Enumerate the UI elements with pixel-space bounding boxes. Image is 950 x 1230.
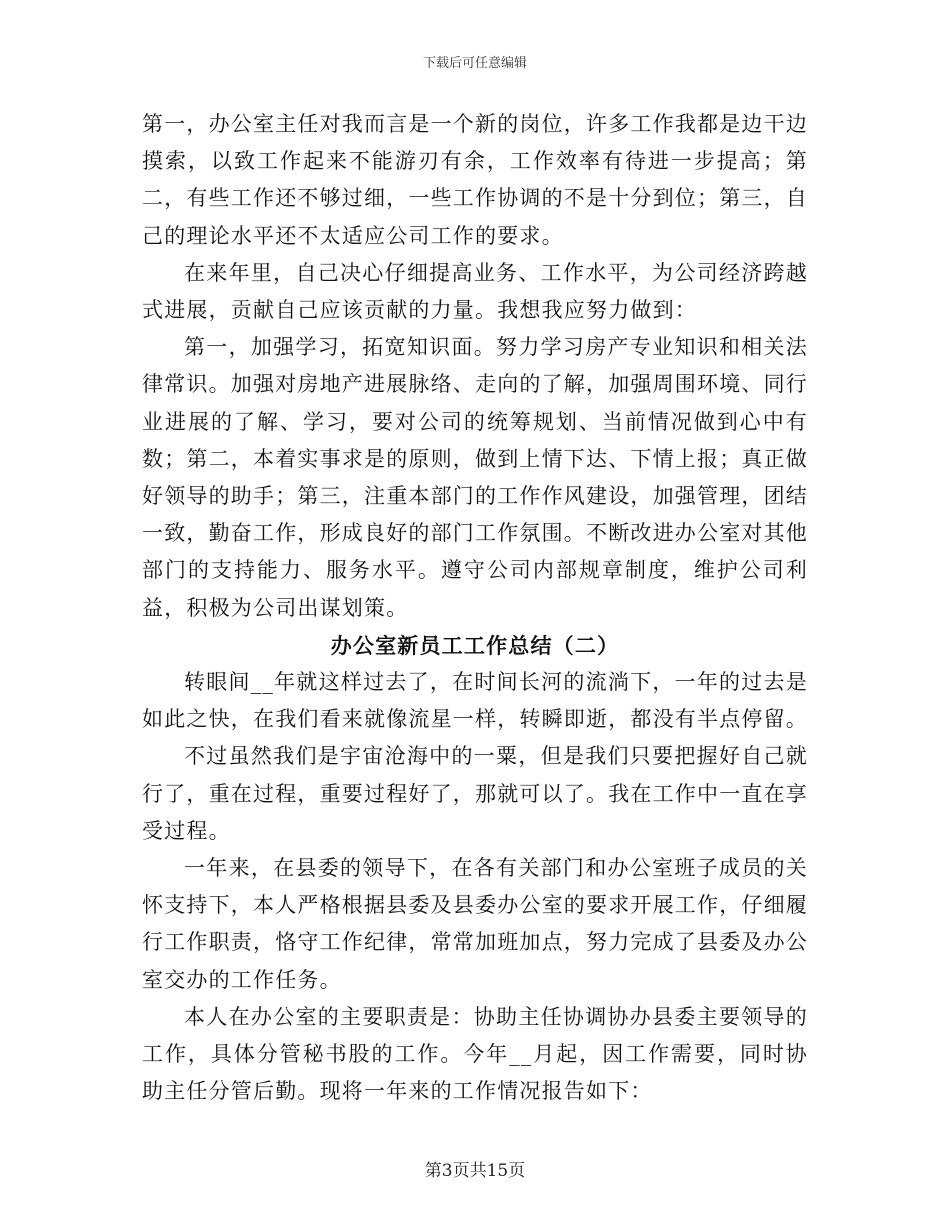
section-title: 办公室新员工工作总结（二）	[330, 632, 620, 658]
paragraph-1: 第一，办公室主任对我而言是一个新的岗位，许多工作我都是边干边摸索，以致工作起来不能游刃有余，工作效率有待进一步提高；第二，有些工作还不够过细，一些工作协调的不是十分到位；第三，自己的理论水平还不太适应公司工作的要求。	[142, 112, 808, 248]
paragraph-2: 在来年里，自己决心仔细提高业务、工作水平，为公司经济跨越式进展，贡献自己应该贡献的力量。我想我应努力做到：	[142, 260, 808, 323]
section-paragraph-3: 一年来，在县委的领导下，在各有关部门和办公室班子成员的关怀支持下，本人严格根据县委及县委办公室的要求开展工作，仔细履行工作职责，恪守工作纪律，常常加班加点，努力完成了县委及办公室交办的工作任务。	[142, 856, 808, 992]
page-header: 下载后可任意编辑	[422, 56, 527, 71]
section-paragraph-2: 不过虽然我们是宇宙沧海中的一粟，但是我们只要把握好自己就行了，重在过程，重要过程好了，那就可以了。我在工作中一直在享受过程。	[142, 744, 808, 843]
section-paragraph-1: 转眼间__年就这样过去了，在时间长河的流淌下，一年的过去是如此之快，在我们看来就像流星一样，转瞬即逝，都没有半点停留。	[142, 670, 808, 732]
paragraph-3: 第一，加强学习，拓宽知识面。努力学习房产专业知识和相关法律常识。加强对房地产进展脉络、走向的了解，加强周围环境、同行业进展的了解、学习，要对公司的统筹规划、当前情况做到心中有数；第二，本着实事求是的原则，做到上情下达、下情上报；真正做好领导的助手；第三，注重本部门的工作作风建设，加强管理，团结一致，勤奋工作，形成良好的部门工作氛围。不断改进办公室对其他部门的支持能力、服务水平。遵守公司内部规章制度，维护公司利益，积极为公司出谋划策。	[142, 335, 808, 620]
section-paragraph-4: 本人在办公室的主要职责是：协助主任协调协办县委主要领导的工作，具体分管秘书股的工作。今年__月起，因工作需要，同时协助主任分管后勤。现将一年来的工作情况报告如下：	[142, 1004, 808, 1104]
document-body	[142, 106, 808, 1110]
page-number: 第3页共15页	[424, 1161, 526, 1181]
